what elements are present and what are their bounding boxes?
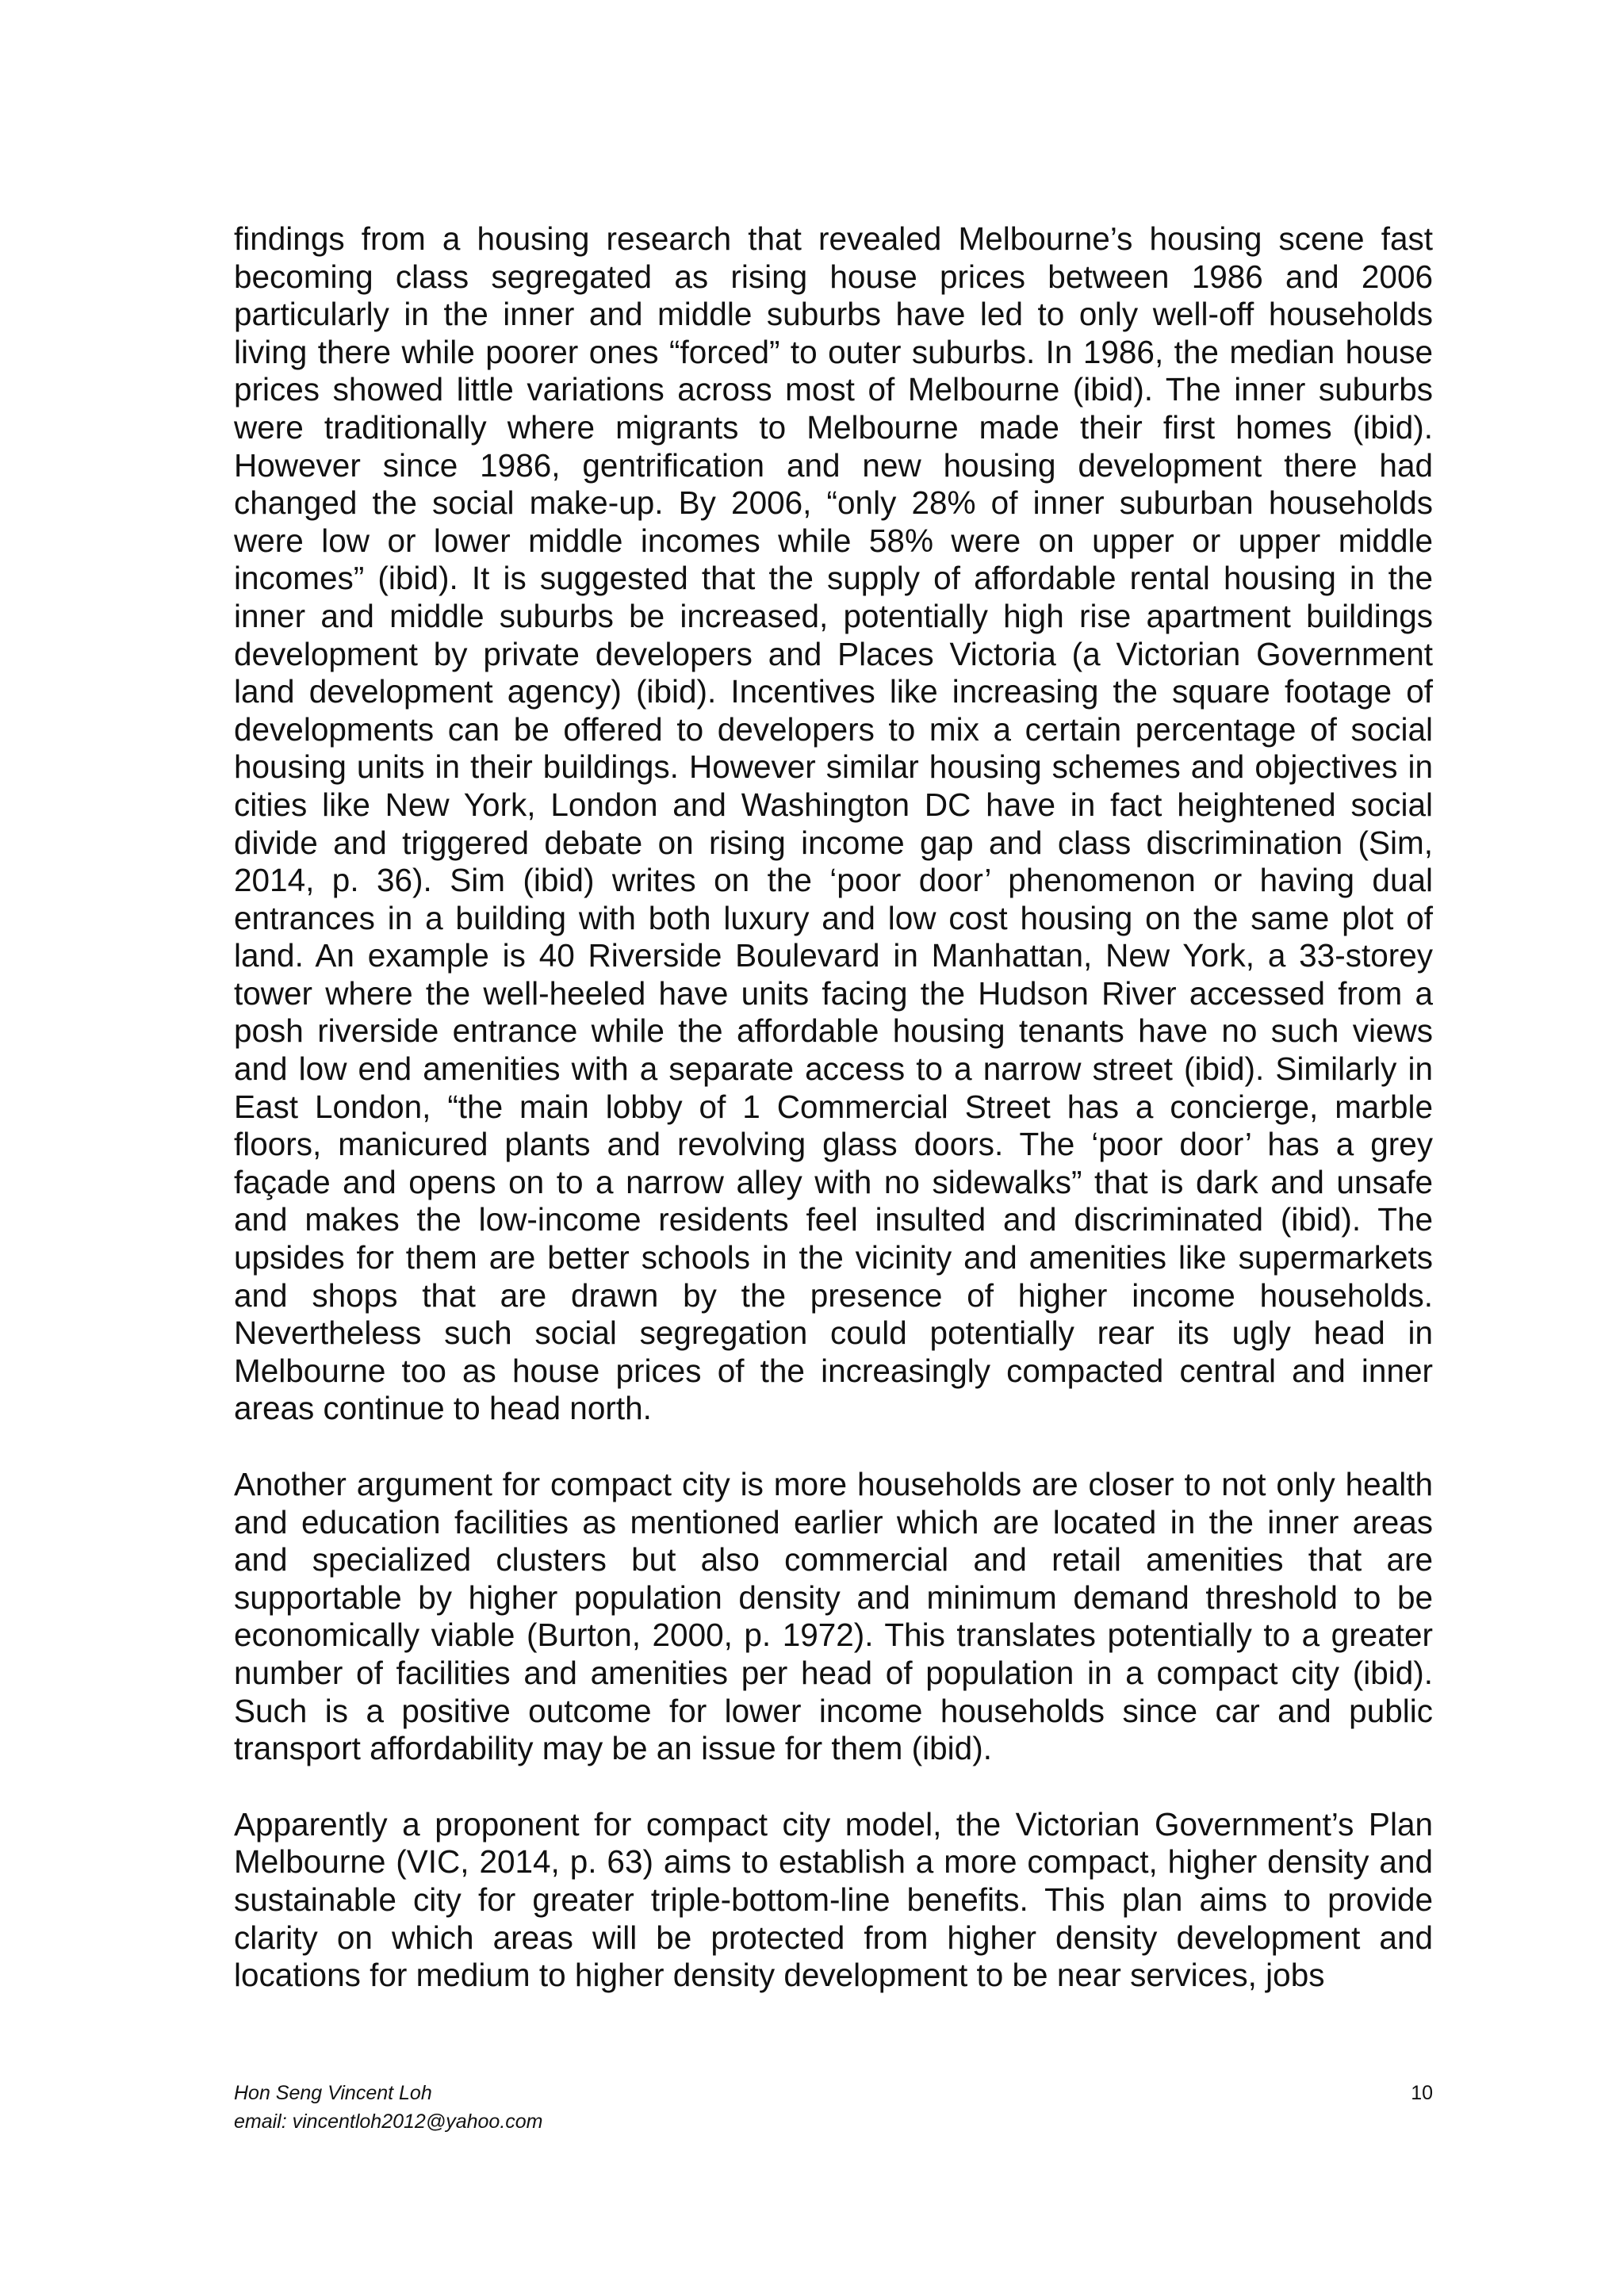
- paragraph-compact-city-amenities: Another argument for compact city is more households are closer to not only health and education facilities as mentioned earlier which are located in the inner areas and specialized clusters but also commercial and retail amenities that are supportable by higher population density and minimum demand threshold to be economically viable (Burton, 2000, p. 1972). This translates potentially to a greater number of facilities and amenities per head of population in a compact city (ibid). Such is a positive outcome for lower income households since car and public transport affordability may be an issue for them (ibid).: [234, 1466, 1433, 1767]
- page-number: 10: [1411, 2082, 1433, 2104]
- paragraph-housing-segregation: findings from a housing research that revealed Melbourne’s housing scene fast becoming class segregated as rising house prices between 1986 and 2006 particularly in the inner and middle suburbs have led to only well-off households living there while poorer ones “forced” to outer suburbs. In 1986, the median house prices showed little variations across most of Melbourne (ibid). The inner suburbs were traditionally where migrants to Melbourne made their first homes (ibid). However since 1986, gentrification and new housing development there had changed the social make-up. By 2006, “only 28% of inner suburban households were low or lower middle incomes while 58% were on upper or upper middle incomes” (ibid). It is suggested that the supply of affordable rental housing in the inner and middle suburbs be increased, potentially high rise apartment buildings development by private developers and Places Victoria (a Victorian Government land development agency) (ibid). Incentives like increasing the square footage of developments can be offered to developers to mix a certain percentage of social housing units in their buildings. However similar housing schemes and objectives in cities like New York, London and Washington DC have in fact heightened social divide and triggered debate on rising income gap and class discrimination (Sim, 2014, p. 36). Sim (ibid) writes on the ‘poor door’ phenomenon or having dual entrances in a building with both luxury and low cost housing on the same plot of land. An example is 40 Riverside Boulevard in Manhattan, New York, a 33-storey tower where the well-heeled have units facing the Hudson River accessed from a posh riverside entrance while the affordable housing tenants have no such views and low end amenities with a separate access to a narrow street (ibid). Similarly in East London, “the main lobby of 1 Commercial Street has a concierge, marble floors, manicured plants and revolving glass doors. The ‘poor door’ has a grey façade and opens on to a narrow alley with no sidewalks” that is dark and unsafe and makes the low-income residents feel insulted and discriminated (ibid). The upsides for them are better schools in the vicinity and amenities like supermarkets and shops that are drawn by the presence of higher income households. Nevertheless such social segregation could potentially rear its ugly head in Melbourne too as house prices of the increasingly compacted central and inner areas continue to head north.: [234, 220, 1433, 1427]
- page-footer: [234, 2079, 1433, 2142]
- footer-author: Hon Seng Vincent Loh: [234, 2082, 432, 2104]
- footer-email: email: vincentloh2012@yahoo.com: [234, 2110, 543, 2133]
- footer-author-block: [234, 2079, 543, 2136]
- body-text: [234, 220, 1433, 1995]
- paragraph-plan-melbourne: Apparently a proponent for compact city model, the Victorian Government’s Plan Melbourne (VIC, 2014, p. 63) aims to establish a more compact, higher density and sustainable city for greater triple-bottom-line benefits. This plan aims to provide clarity on which areas will be protected from higher density development and locations for medium to higher density development to be near services, jobs: [234, 1805, 1433, 1994]
